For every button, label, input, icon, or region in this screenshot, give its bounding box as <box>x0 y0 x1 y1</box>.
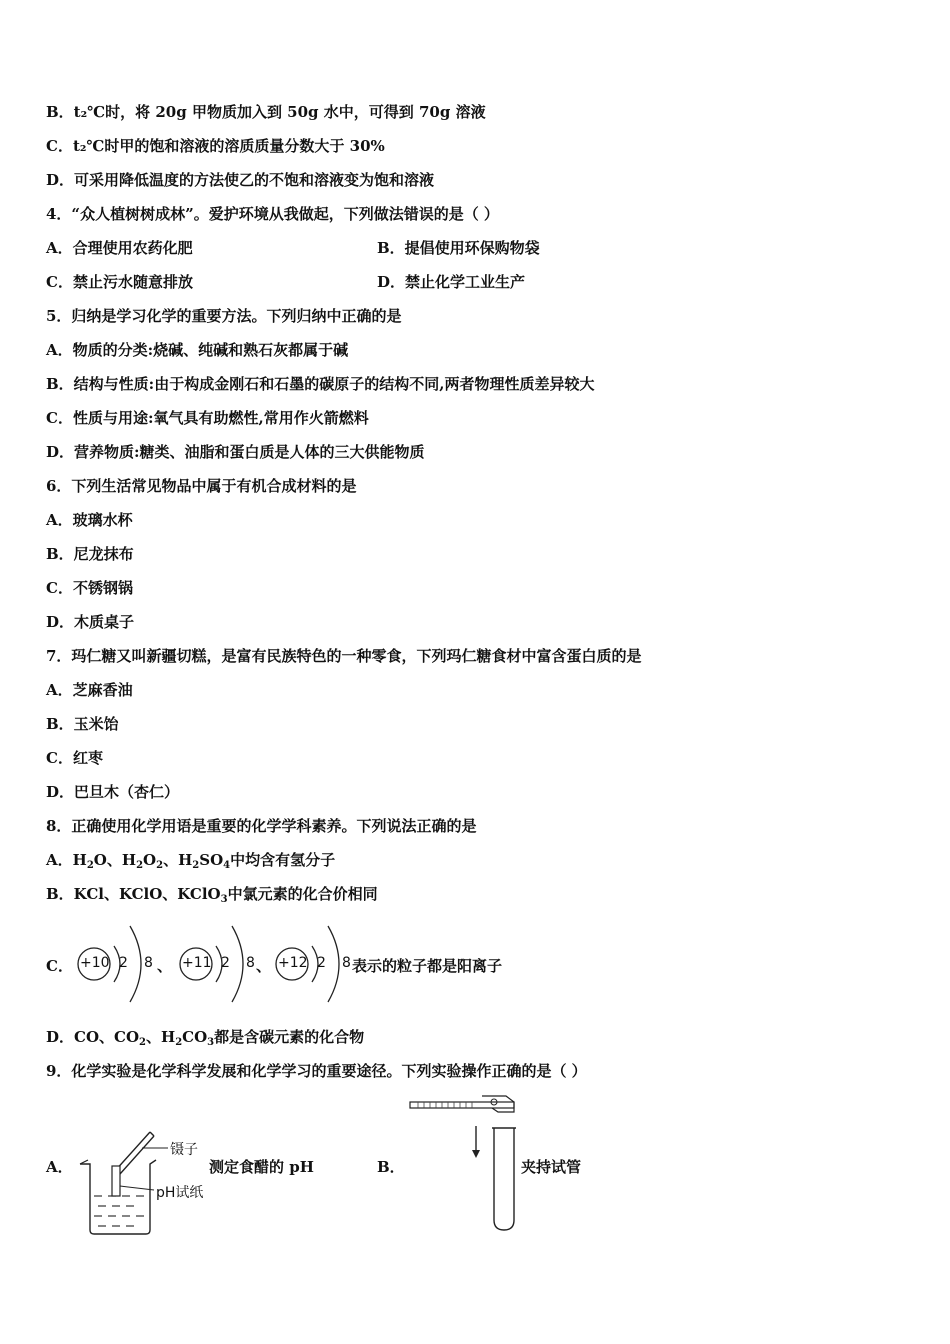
q6-option-c: C．不锈钢锅 <box>46 579 133 597</box>
q6-option-b: B．尼龙抹布 <box>46 545 134 563</box>
q8-stem: 8．正确使用化学用语是重要的化学学科素养。下列说法正确的是 <box>46 817 477 835</box>
q6-option-a: A．玻璃水杯 <box>46 511 133 529</box>
q4-option-d: D．禁止化学工业生产 <box>377 273 526 291</box>
q9-option-b-caption: 夹持试管 <box>521 1158 582 1176</box>
q7-option-c: C．红枣 <box>46 749 103 767</box>
q7-option-b: B．玉米饴 <box>46 715 119 733</box>
nucleus-charge: +10 <box>80 955 110 971</box>
shell-1-electrons: 2 <box>119 955 128 971</box>
q4-option-b: B．提倡使用环保购物袋 <box>377 239 540 257</box>
q8-option-c-tail: 表示的粒子都是阳离子 <box>352 957 503 975</box>
atom-structure-sodium <box>176 918 266 1006</box>
q9-stem: 9．化学实验是化学科学发展和化学学习的重要途径。下列实验操作正确的是（ ） <box>46 1062 587 1080</box>
q6-option-d: D．木质桌子 <box>46 613 135 631</box>
q8-option-a: A．$H_2O$、$H_2O_2$、$H_2SO_4$中均含有氢分子 <box>46 851 336 871</box>
q5-option-c: C．性质与用途:氧气具有助燃性,常用作火箭燃料 <box>46 409 369 427</box>
q3-option-c: C．t₂℃时甲的饱和溶液的溶质质量分数大于 30% <box>46 137 385 155</box>
q3-option-b: B．t₂℃时，将 20g 甲物质加入到 50g 水中，可得到 70g 溶液 <box>46 103 486 121</box>
q4-option-c: C．禁止污水随意排放 <box>46 273 193 291</box>
beaker-ph-test-figure <box>76 1124 216 1239</box>
nucleus-charge: +11 <box>182 955 212 971</box>
q8-option-c-label: C． <box>46 957 73 975</box>
shell-2-electrons: 8 <box>246 955 255 971</box>
shell-2-electrons: 8 <box>342 955 351 971</box>
q6-stem: 6．下列生活常见物品中属于有机合成材料的是 <box>46 477 357 495</box>
tweezers-label: 镊子 <box>170 1142 198 1158</box>
q3-option-d: D．可采用降低温度的方法使乙的不饱和溶液变为饱和溶液 <box>46 171 435 189</box>
shell-1-electrons: 2 <box>317 955 326 971</box>
q8-option-d: D．CO、$CO_2$、$H_2CO_3$都是含碳元素的化合物 <box>46 1028 365 1048</box>
q9-option-a-label: A． <box>46 1158 73 1176</box>
q5-option-a: A．物质的分类:烧碱、纯碱和熟石灰都属于碱 <box>46 341 349 359</box>
separator: 、 <box>157 957 173 975</box>
q7-option-d: D．巴旦木（杏仁） <box>46 783 180 801</box>
separator: 、 <box>256 957 272 975</box>
q7-option-a: A．芝麻香油 <box>46 681 133 699</box>
test-tube-holder-figure <box>408 1092 520 1234</box>
atom-structure-neon <box>74 918 164 1006</box>
q7-stem: 7．玛仁糖又叫新疆切糕，是富有民族特色的一种零食，下列玛仁糖食材中富含蛋白质的是 <box>46 647 642 665</box>
nucleus-charge: +12 <box>278 955 308 971</box>
q5-stem: 5．归纳是学习化学的重要方法。下列归纳中正确的是 <box>46 307 402 325</box>
q5-option-d: D．营养物质:糖类、油脂和蛋白质是人体的三大供能物质 <box>46 443 425 461</box>
q4-option-a: A．合理使用农药化肥 <box>46 239 193 257</box>
q4-stem: 4．“众人植树树成林”。爱护环境从我做起，下列做法错误的是（ ） <box>46 205 499 223</box>
q9-option-a-caption: 测定食醋的 pH <box>209 1158 314 1176</box>
q9-option-b-label: B． <box>377 1158 405 1176</box>
atom-structure-magnesium <box>272 918 362 1006</box>
q5-option-b: B．结构与性质:由于构成金刚石和石墨的碳原子的结构不同,两者物理性质差异较大 <box>46 375 595 393</box>
q8-option-b: B．KCl、KClO、KClO$_3$中氯元素的化合价相同 <box>46 885 378 905</box>
shell-1-electrons: 2 <box>221 955 230 971</box>
shell-2-electrons: 8 <box>144 955 153 971</box>
ph-paper-label: pH试纸 <box>156 1185 204 1201</box>
